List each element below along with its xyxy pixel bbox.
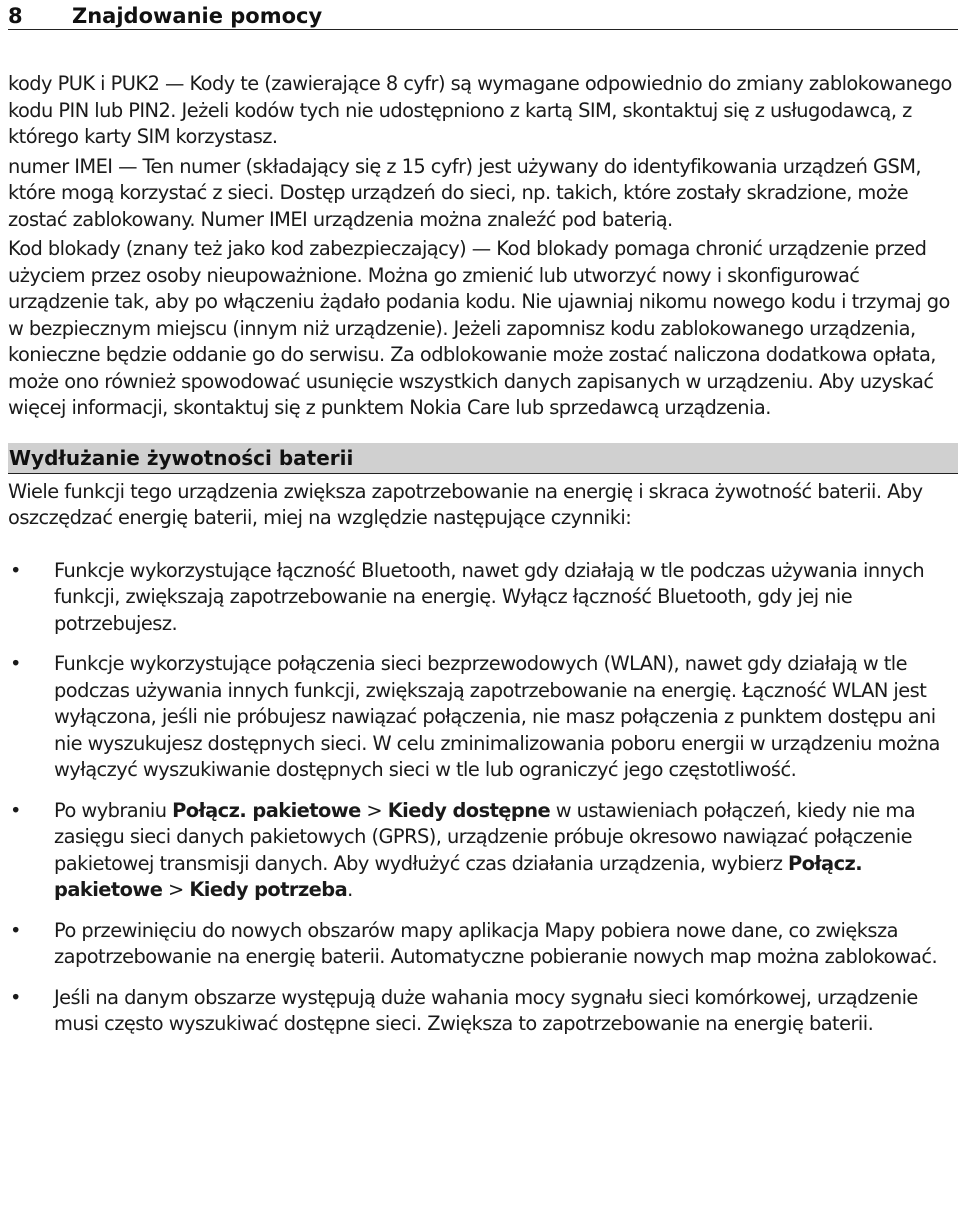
menu-path-separator: > xyxy=(162,878,190,901)
text-fragment: . xyxy=(347,878,353,901)
glossary xyxy=(8,71,958,422)
glossary-definition: Ten numer (składający się z 15 cyfr) jest używany do identyfikowania urządzeń GSM, które mogą korzystać z sieci. Dostęp urządzeń do sieci, np. takich, które zostały skradzione, może zostać zablokowany. Numer IMEI urządzenia można znaleźć pod baterią. xyxy=(8,154,922,231)
battery-tips-list xyxy=(8,558,958,1038)
list-item xyxy=(8,798,958,904)
section-heading: Wydłużanie żywotności baterii xyxy=(8,443,958,474)
glossary-entry-puk xyxy=(8,71,958,151)
list-item-text xyxy=(54,799,915,902)
text-fragment: w ustawieniach połączeń, kiedy nie ma zasięgu sieci danych pakietowych (GPRS), urządzenie próbuje okresowo nawiązać połączenie pakietowej transmisji danych. Aby wydłużyć czas działania urządzenia, wybierz xyxy=(54,798,916,875)
em-dash: — xyxy=(466,237,497,260)
em-dash: — xyxy=(112,154,143,178)
manual-page xyxy=(8,0,958,1038)
bullet-icon: • xyxy=(10,798,21,822)
bullet-icon: • xyxy=(10,985,21,1009)
list-item-text: Jeśli na danym obszarze występują duże wahania mocy sygnału sieci komórkowej, urządzenie musi często wyszukiwać dostępne sieci. Zwiększa to zapotrzebowanie na energię baterii. xyxy=(54,985,918,1035)
menu-path-separator: > xyxy=(360,798,388,822)
glossary-entry-lock-code xyxy=(8,236,958,422)
menu-option-when-needed: Kiedy potrzeba xyxy=(189,878,348,901)
list-item xyxy=(8,918,958,971)
menu-option-when-available: Kiedy dostępne xyxy=(387,798,551,822)
list-item xyxy=(8,558,958,638)
menu-option-packet-connection: Połącz. pakietowe xyxy=(172,798,361,822)
chapter-title: Znajdowanie pomocy xyxy=(72,4,323,28)
glossary-definition: Kody te (zawierające 8 cyfr) są wymagane odpowiednio do zmiany zablokowanego kodu PIN lub PIN2. Jeżeli kodów tych nie udostępniono z kartą SIM, skontaktuj się z usługodawcą, z którego karty SIM korzystasz. xyxy=(8,72,952,148)
glossary-term: kody PUK i PUK2 xyxy=(8,72,160,95)
list-item xyxy=(8,651,958,784)
menu-option-packet-connection: Połącz. pakietowe xyxy=(54,851,863,901)
list-item-text: Po przewinięciu do nowych obszarów mapy aplikacja Mapy pobiera nowe dane, co zwiększa zapotrzebowanie na energię baterii. Automatyczne pobieranie nowych map można zablokować. xyxy=(54,918,938,968)
list-item-text: Funkcje wykorzystujące łączność Bluetooth, nawet gdy działają w tle podczas używania innych funkcji, zwiększają zapotrzebowanie na energię. Wyłącz łączność Bluetooth, gdy jej nie potrzebujesz. xyxy=(54,558,925,635)
page-number: 8 xyxy=(8,4,23,28)
glossary-term: numer IMEI xyxy=(8,154,113,178)
section-intro: Wiele funkcji tego urządzenia zwiększa zapotrzebowanie na energię i skraca żywotność baterii. Aby oszczędzać energię baterii, miej na względzie następujące czynniki: xyxy=(8,479,923,529)
list-item-text: Funkcje wykorzystujące połączenia sieci bezprzewodowych (WLAN), nawet gdy działają w tle podczas używania innych funkcji, zwiększają zapotrzebowanie na energię. Łączność WLAN jest wyłączona, jeśli nie próbujesz nawiązać połączenia, nie masz połączenia z punktem dostępu ani nie wyszukujesz dostępnych sieci. W celu zminimalizowania poboru energii w urządzeniu można wyłączyć wyszukiwanie dostępnych sieci w tle lub ograniczyć jego częstotliwość. xyxy=(54,652,940,781)
bullet-icon: • xyxy=(10,652,21,675)
list-item xyxy=(8,985,958,1038)
running-header xyxy=(8,0,958,30)
glossary-term: Kod blokady (znany też jako kod zabezpieczający) xyxy=(8,237,467,260)
glossary-entry-imei xyxy=(8,154,958,234)
text-fragment: Po wybraniu xyxy=(54,798,173,822)
bullet-icon: • xyxy=(10,918,21,942)
glossary-definition: Kod blokady pomaga chronić urządzenie przed użyciem przez osoby nieupoważnione. Można go zmienić lub utworzyć nowy i skonfigurować urządzenie tak, aby po włączeniu żądało podania kodu. Nie ujawniaj nikomu nowego kodu i trzymaj go w bezpiecznym miejscu (innym niż urządzenie). Jeżeli zapomnisz kodu zablokowanego urządzenia, konieczne będzie oddanie go do serwisu. Za odblokowanie może zostać naliczona dodatkowa opłata, może ono również spowodować usunięcie wszystkich danych zapisanych w urządzeniu. Aby uzyskać więcej informacji, skontaktuj się z punktem Nokia Care lub sprzedawcą urządzenia. xyxy=(8,237,950,419)
bullet-icon: • xyxy=(10,558,21,582)
em-dash: — xyxy=(159,72,190,95)
